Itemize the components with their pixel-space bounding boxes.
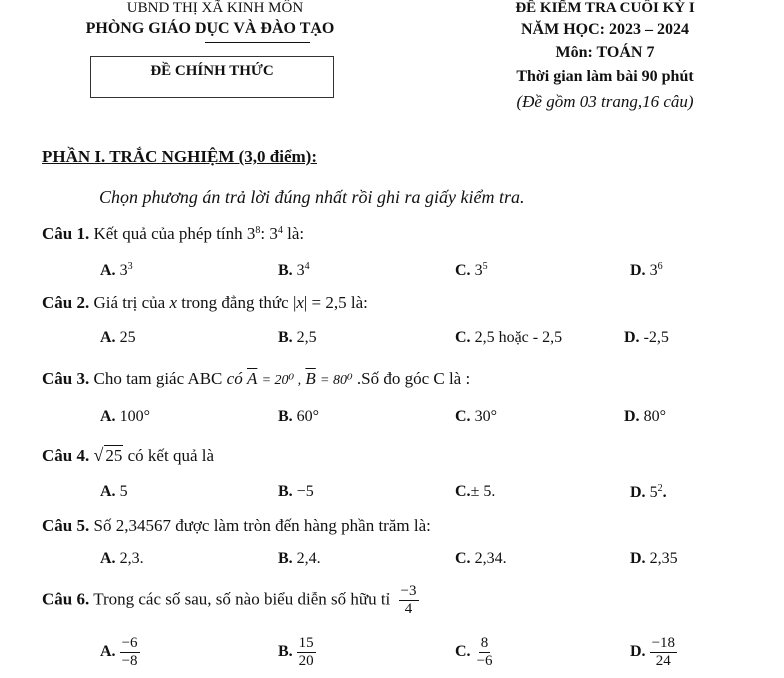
q2-option-a[interactable]: A. 25 bbox=[100, 329, 136, 346]
school-org: UBND THỊ XÃ KINH MÔN bbox=[126, 0, 304, 16]
q1-option-a[interactable]: A. $3^3$ bbox=[100, 261, 133, 279]
q3-option-d[interactable]: D. 80° bbox=[624, 408, 666, 425]
q2-option-b[interactable]: B. 2,5 bbox=[278, 329, 317, 346]
question-6: Câu 6. Trong các số sau, số nào biểu diễn số hữu tỉ $\frac{-3}{4}$ bbox=[42, 583, 417, 617]
q6-option-c[interactable]: C. $\frac{8}{-6}$ bbox=[455, 635, 493, 669]
divider bbox=[205, 42, 310, 43]
school-dept: PHÒNG GIÁO DỤC VÀ ĐÀO TẠO bbox=[85, 20, 335, 37]
q3-option-c[interactable]: C. 30° bbox=[455, 408, 497, 425]
section-title: PHẦN I. TRẮC NGHIỆM (3,0 điểm): bbox=[42, 147, 317, 166]
official-box bbox=[90, 56, 334, 98]
q3-option-a[interactable]: A. 100° bbox=[100, 408, 150, 425]
q4-option-c[interactable]: C.± 5. bbox=[455, 483, 496, 500]
q1-option-d[interactable]: D. $3^6$ bbox=[630, 261, 663, 279]
q4-option-d[interactable]: D. $5^2$. bbox=[630, 483, 667, 501]
official-label: ĐỀ CHÍNH THỨC bbox=[150, 63, 274, 79]
angle-b-symbol: $\overline{B}$ bbox=[305, 369, 316, 388]
question-1: Câu 1. Kết quả của phép tính $3^8$: $3^4$ là: bbox=[42, 224, 305, 243]
angle-a-symbol: $\overline{A}$ bbox=[246, 369, 258, 388]
pages-note: (Đề gồm 03 trang,16 câu) bbox=[516, 92, 694, 111]
q4-option-b[interactable]: B. −5 bbox=[278, 483, 314, 500]
q5-option-b[interactable]: B. 2,4. bbox=[278, 550, 321, 567]
q3-option-b[interactable]: B. 60° bbox=[278, 408, 320, 425]
q4-option-a[interactable]: A. 5 bbox=[100, 483, 128, 500]
q6-option-b[interactable]: B. $\frac{15}{20}$ bbox=[278, 635, 314, 669]
q5-option-d[interactable]: D. 2,35 bbox=[630, 550, 678, 567]
subject: Môn: TOÁN 7 bbox=[555, 44, 655, 61]
exam-title: ĐỀ KIỂM TRA CUỐI KỲ I bbox=[515, 0, 695, 16]
question-3: Câu 3. Cho tam giác ABC có $\overline{A} = 20^0$ , $\overline{B} = 80^0$ .Số đo góc C là : bbox=[42, 369, 471, 388]
school-year: NĂM HỌC: 2023 – 2024 bbox=[521, 21, 689, 38]
question-label: Câu 1. bbox=[42, 224, 90, 243]
q2-option-d[interactable]: D. -2,5 bbox=[624, 329, 669, 346]
q1-option-b[interactable]: B. $3^4$ bbox=[278, 261, 310, 279]
fraction: $\frac{-3}{4}$ bbox=[400, 583, 417, 617]
question-2: Câu 2. Giá trị của x trong đẳng thức |x| = 2,5 là: bbox=[42, 293, 368, 312]
question-4: Câu 4. √ 25 có kết quả là bbox=[42, 445, 215, 465]
q5-option-a[interactable]: A. 2,3. bbox=[100, 550, 144, 567]
section-instruction: Chọn phương án trả lời đúng nhất rồi ghi ra giấy kiểm tra. bbox=[99, 187, 525, 207]
sqrt-icon: √ bbox=[93, 445, 104, 465]
q2-option-c[interactable]: C. 2,5 hoặc - 2,5 bbox=[455, 329, 563, 346]
q1-option-c[interactable]: C. $3^5$ bbox=[455, 261, 488, 279]
q6-option-a[interactable]: A. $\frac{-6}{-8}$ bbox=[100, 635, 138, 669]
time-limit: Thời gian làm bài 90 phút bbox=[516, 68, 694, 85]
question-5: Câu 5. Số 2,34567 được làm tròn đến hàng phần trăm là: bbox=[42, 516, 431, 535]
q5-option-c[interactable]: C. 2,34. bbox=[455, 550, 507, 567]
q6-option-d[interactable]: D. $\frac{-18}{24}$ bbox=[630, 635, 676, 669]
